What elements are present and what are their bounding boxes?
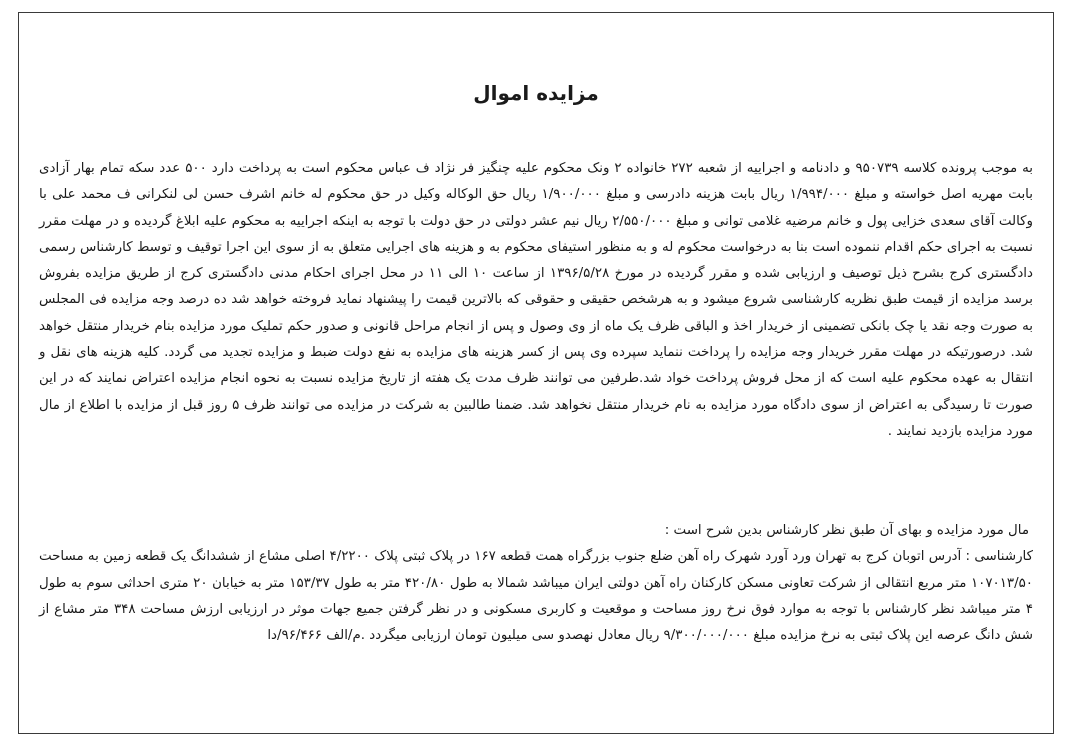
notice-frame: [18, 12, 1054, 734]
notice-title: مزایده اموال: [473, 81, 599, 105]
appraisal-heading: مال مورد مزایده و بهای آن طبق نظر کارشناس بدین شرح است :: [664, 523, 1029, 538]
notice-body: به موجب پرونده کلاسه ۹۵۰۷۳۹ و دادنامه و اجراییه از شعبه ۲۷۲ خانواده ۲ ونک محکوم علیه چنگیز فر نژاد ف عباس محکوم است به پرداخت دارد ۵۰۰ عدد سکه تمام بهار آزادی بابت مهریه اصل خواسته و مبلغ ۱/۹۹۴/۰۰۰ ریال بابت هزینه دادرسی و مبلغ ۱/۹۰۰/۰۰۰ ریال حق الوکاله وکیل در حق محکوم له خانم اشرف حسن لی لنکرانی ف محمد علی با وکالت آقای سعدی خزایی پول و خانم مرضیه غلامی توانی و مبلغ ۲/۵۵۰/۰۰۰ ریال نیم عشر دولتی در حق دولت با توجه به اینکه اجراییه به محکوم علیه ابلاغ گردیده و در مهلت مقرر نسبت به اجرای حکم اقدام ننموده است بنا به درخواست محکوم له و به منظور استیفای محکوم به و هزینه های اجرایی متعلق به از سوی این اجرا توقیف و توسط کارشناس رسمی دادگستری کرج بشرح ذیل توصیف و ارزیابی شده و مقرر گردیده در مورخ ۱۳۹۶/۵/۲۸ از ساعت ۱۰ الی ۱۱ در محل اجرای احکام مدنی دادگستری کرج از طریق مزایده بفروش برسد مزایده از قیمت طبق نظریه کارشناسی شروع میشود و به هرشخص حقیقی و حقوقی که بالاترین قیمت را پیشنهاد نماید فروخته خواهد شد ده درصد وجه مزایده فی المجلس به صورت وجه نقد یا چک بانکی تضمینی از خریدار اخذ و الباقی ظرف یک ماه از وی وصول و پس از انجام مراحل قانونی و صدور حکم تملیک مورد مزایده بنام خریدار منتقل خواهد شد. درصورتیکه در مهلت مقرر خریدار وجه مزایده را پرداخت ننماید سپرده وی پس از کسر هزینه های مزایده به نفع دولت ضبط و مزایده تجدید می گردد. کلیه هزینه های نقل و انتقال به عهده محکوم علیه است که از محل فروش پرداخت خواد شد.طرفین می توانند ظرف مدت یک هفته از تاریخ مزایده نسبت به نحوه انجام مزایده اعتراض نمایند که در این صورت تا رسیدگی به اعتراض از سوی دادگاه مورد مزایده به نام خریدار منتقل نخواهد شد. ضمنا طالبین به شرکت در مزایده می توانند ظرف ۵ روز قبل از مزایده با اطلاع از مال مورد مزایده بازدید نمایند .: [39, 161, 1033, 439]
appraisal-body: کارشناسی : آدرس اتوبان کرج به تهران ورد آورد شهرک راه آهن ضلع جنوب بزرگراه همت قطعه ۱۶۷ در پلاک ثبتی پلاک ۴/۲۲۰۰ اصلی مشاع از ششدانگ یک قطعه زمین به مساحت ۱۰۷۰۱۳/۵۰ متر مربع انتقالی از شرکت تعاونی مسکن کارکنان راه آهن دولتی ایران میباشد شمالا به طول ۴۲۰/۸۰ متر به طول ۱۵۳/۳۷ متر به خیابان ۲۰ متری احداثی سوم به طول ۴ متر میباشد نظر کارشناس با توجه به موارد فوق نرخ روز مساحت و موقعیت و کاربری مسکونی و در نظر گرفتن جمیع جهات موثر در ارزیابی ارزش مساحت ۳۴۸ متر مشاع از شش دانگ عرصه این پلاک ثبتی به نرخ مزایده مبلغ ۹/۳۰۰/۰۰۰/۰۰۰ ریال معادل نهصدو سی میلیون تومان ارزیابی میگردد .م/الف ۹۶/۴۶۶/دا: [39, 549, 1033, 644]
appraisal-section: [39, 518, 1033, 649]
